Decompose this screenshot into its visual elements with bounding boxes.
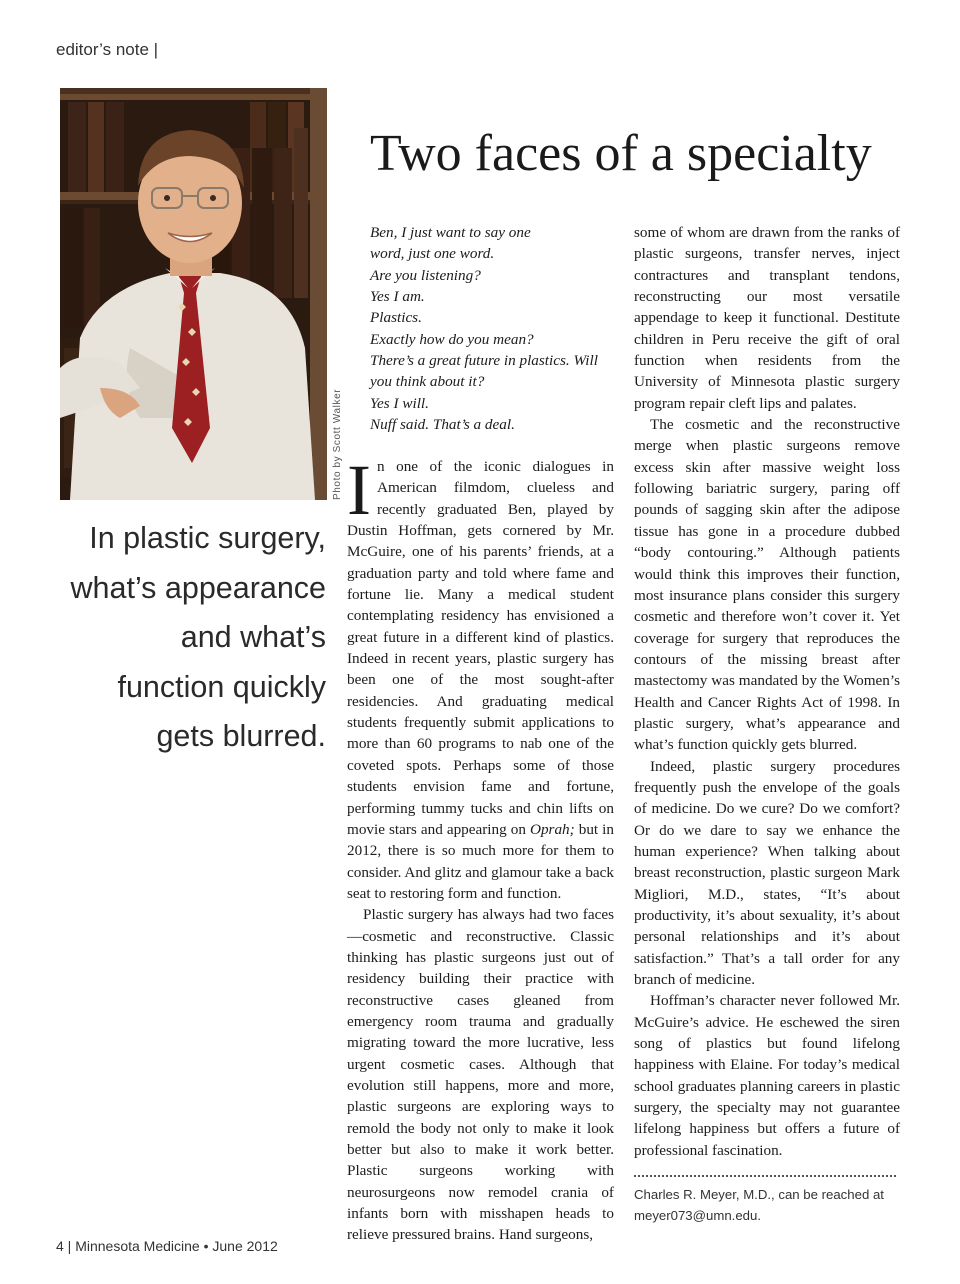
article-paragraph: The cosmetic and the reconstructive merge when plastic surgeons remove excess skin after massive weight loss following bariatric surgery, paring off pounds of sagging skin after the adipose tissue has gone in a procedure dubbed “body contouring.” Although patients would think this improves their function, most insurance plans consider this surgery cosmetic and therefore won’t cover it. Yet coverage for surgery that reproduces the contours of the missing breast after mastectomy was mandated by the Women’s Health and Cancer Rights Act of 1998. In plastic surgery, what’s appearance and what’s function quickly gets blurred. bbox=[634, 416, 900, 754]
pull-quote-line: In plastic surgery, bbox=[89, 521, 326, 555]
article-paragraph: Hoffman’s character never followed Mr. McGuire’s advice. He eschewed the siren song of plastics but found lifelong happiness with Elaine. For today’s medical school graduates planning careers in plastic surgery, the specialty may not guarantee lifelong happiness but offers a future of professional fascination. bbox=[634, 992, 900, 1159]
article-title: Two faces of a specialty bbox=[370, 125, 872, 182]
paragraph-text: but in 2012, there is so much more for them to consider. And glitz and glamour take a back seat to restoring form and function. bbox=[347, 820, 614, 902]
page-folio: 4 | Minnesota Medicine • June 2012 bbox=[56, 1238, 278, 1254]
epigraph-line: word, just one word. bbox=[370, 245, 495, 263]
epigraph-line: There’s a great future in plastics. Will bbox=[370, 352, 598, 370]
epigraph-line: Exactly how do you mean? bbox=[370, 330, 534, 348]
article-column-left bbox=[347, 450, 614, 1246]
epigraph-line: Ben, I just want to say one bbox=[370, 224, 531, 241]
epigraph bbox=[370, 222, 620, 435]
pull-quote-line: and what’s bbox=[180, 620, 326, 654]
epigraph-line: you think about it? bbox=[370, 373, 485, 391]
epigraph-line: Yes I am. bbox=[370, 288, 425, 306]
emphasis-text: Oprah; bbox=[529, 820, 575, 838]
article-paragraph: Indeed, plastic surgery procedures frequently push the envelope of the goals of medicine. Do we cure? Do we comfort? Or do we dare to say we enhance the human experience? When talking about breast reconstruction, plastic surgeon Mark Migliori, M.D., states, “It’s about productivity, it’s about sexuality, it’s about personal relationships and it’s about satisfaction.” That’s a tall order for any branch of medicine. bbox=[634, 757, 900, 989]
article-paragraph-continued: some of whom are drawn from the ranks of plastic surgeons, transfer nerves, inject contractures and transplant tendons, reconstructing our most versatile appendage to keep it functional. Destitute children in Peru receive the gift of oral function when residents from the University of Minnesota plastic surgery program repair cleft lips and palates. bbox=[634, 224, 900, 412]
author-portrait-image bbox=[60, 88, 327, 500]
paragraph-text: n one of the iconic dialogues in American filmdom, clueless and recently graduated Ben, played by Dustin Hoffman, gets cornered by Mr. McGuire, one of his parents’ friends, at a graduation party and told where fame and fortune lie. Many a medical student contemplating residency has envisioned a great future in a different kind of plastics. Indeed in recent years, plastic surgery has been one of the most sought-after residencies. And graduating medical students frequently submit applications to more than 60 programs to nab one of the coveted spots. Perhaps some of those students envision fame and fortune, performing tummy tucks and chin lifts on movie stars and appearing on bbox=[347, 458, 614, 838]
section-label: editor’s note | bbox=[56, 40, 159, 59]
article-paragraph: Plastic surgery has always had two faces—cosmetic and reconstructive. Classic thinking has plastic surgeons just out of residency building their practice with reconstructive cases gleaned from emergency room trauma and gradually migrating toward the more lucrative, less urgent cosmetic cases. Although that evolution still happens, more and more, plastic surgeons are exploring ways to remold the body not only to make it look better but also to make it work better. Plastic surgeons working with neurosurgeons now remodel crania of infants born with misshapen heads to relieve pressured brains. Hand surgeons, bbox=[347, 906, 614, 1244]
article-paragraph bbox=[347, 450, 614, 904]
author-contact-note: Charles R. Meyer, M.D., can be reached at meyer073@umn.edu. bbox=[634, 1187, 884, 1223]
pull-quote-line: what’s appearance bbox=[70, 570, 326, 605]
epigraph-line: Plastics. bbox=[370, 309, 422, 327]
epigraph-line: Are you listening? bbox=[370, 266, 481, 284]
photo-credit: Photo by Scott Walker bbox=[332, 388, 343, 500]
pull-quote bbox=[40, 514, 326, 762]
epigraph-line: Nuff said. That’s a deal. bbox=[370, 416, 515, 434]
article-column-right bbox=[634, 222, 900, 1161]
pull-quote-line: function quickly bbox=[117, 669, 326, 704]
pull-quote-line: gets blurred. bbox=[156, 719, 326, 753]
epigraph-line: Yes I will. bbox=[370, 394, 429, 412]
footnote-divider bbox=[634, 1175, 896, 1177]
author-photo bbox=[60, 88, 327, 500]
drop-cap: I bbox=[347, 450, 371, 530]
